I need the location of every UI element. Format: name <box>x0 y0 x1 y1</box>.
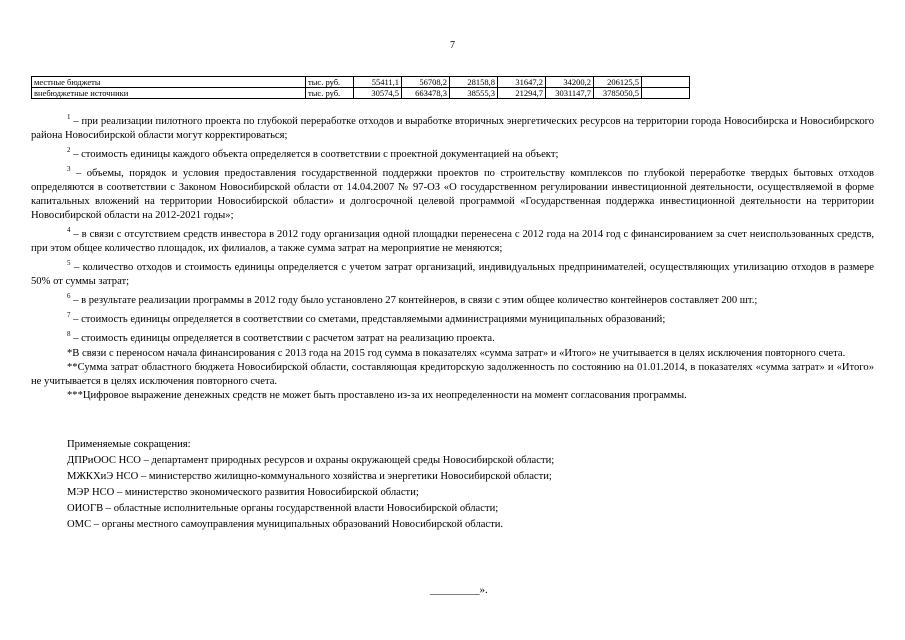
table-cell: 3785050,5 <box>594 88 642 99</box>
abbreviations-heading: Применяемые сокращения: <box>67 439 191 450</box>
footnote-mark: 7 <box>67 311 71 319</box>
footnote-7 <box>31 308 874 327</box>
row-label: внебюджетные источники <box>32 88 306 99</box>
footnotes <box>31 110 874 346</box>
footnote-text: – стоимость единицы определяется в соответствии с расчетом затрат на реализацию проекта. <box>70 333 495 344</box>
abbreviation-item: ОИОГВ – областные исполнительные органы государственной власти Новосибирской области; <box>67 503 499 514</box>
abbreviation-item: МЭР НСО – министерство экономического развития Новосибирской области; <box>67 487 419 498</box>
table-cell: 663478,3 <box>402 88 450 99</box>
page-number: 7 <box>450 40 455 51</box>
abbreviation-item: ДПРиООС НСО – департамент природных ресурсов и охраны окружающей среды Новосибирской области; <box>67 455 555 466</box>
table-cell: 31647,2 <box>498 77 546 88</box>
table-cell: 38555,3 <box>450 88 498 99</box>
table-row <box>32 88 690 99</box>
row-unit: тыс. руб. <box>306 88 354 99</box>
table-cell: 3031147,7 <box>546 88 594 99</box>
table-cell: 56708,2 <box>402 77 450 88</box>
footnote-mark: 4 <box>67 226 71 234</box>
footnote-3 <box>31 162 874 223</box>
closing-mark: _________». <box>430 584 488 596</box>
footnote-text: – стоимость единицы каждого объекта определяется в соответствии с проектной документацией на объект; <box>70 149 559 160</box>
table-cell: 206125,5 <box>594 77 642 88</box>
abbreviation-item: ОМС – органы местного самоуправления муниципальных образований Новосибирской области. <box>67 519 504 530</box>
table-cell: 28158,8 <box>450 77 498 88</box>
footnote-mark: 8 <box>67 330 71 338</box>
footnote-text: – в результате реализации программы в 2012 году было установлено 27 контейнеров, в связи с этим общее количество контейнеров составляет 200 шт.; <box>70 295 758 306</box>
table-cell: 21294,7 <box>498 88 546 99</box>
footnote-text: – количество отходов и стоимость единицы определяется с учетом затрат организаций, индивидуальных предпринимателей, осуществляющих утилизацию отходов в размере 50% от суммы затрат; <box>31 262 874 287</box>
table-cell-empty <box>642 77 690 88</box>
table-cell: 34200,2 <box>546 77 594 88</box>
abbreviations <box>67 437 867 533</box>
star-note-2: **Сумма затрат областного бюджета Новосибирской области, составляющая кредиторскую задолженность по состоянию на 01.01.2014, в показателях «сумма затрат» и «Итого» не учитывается в целях исключения повторного счета. <box>31 362 874 387</box>
abbreviation-item: МЖКХиЭ НСО – министерство жилищно-коммунального хозяйства и энергетики Новосибирской области; <box>67 471 552 482</box>
footnote-text: – при реализации пилотного проекта по глубокой переработке отходов и выработке вторичных энергетических ресурсов на территории города Новосибирска и Новосибирского района Новосибирской области могут корректироваться; <box>31 116 874 141</box>
budget-table <box>31 76 690 99</box>
table-cell-empty <box>642 88 690 99</box>
footnote-mark: 6 <box>67 292 71 300</box>
footnote-5 <box>31 256 874 289</box>
row-unit: тыс. руб. <box>306 77 354 88</box>
star-notes <box>31 347 874 403</box>
footnote-text: – в связи с отсутствием средств инвестора в 2012 году организация одной площадки перенесена с 2012 года на 2014 год с финансированием за счет неиспользованных средств, при этом общее количество площадок, их филиалов, а также сумма затрат на мероприятие не меняются; <box>31 229 874 254</box>
footnote-text: – объемы, порядок и условия предоставления государственной поддержки проектов по строительству комплексов по глубокой переработке твердых бытовых отходов определяются в соответствии с Законом Новосибирской области от 14.04.2007 № 97-ОЗ «О государственном регулировании инвестиционной деятельности, осуществляемой в форме капитальных вложений на территории Новосибирской области» и долгосрочной целевой программой «Государственная поддержка инвестиционной деятельности на территории Новосибирской области на 2012-2021 годы»; <box>31 168 874 221</box>
footnote-mark: 2 <box>67 146 71 154</box>
table-cell: 55411,1 <box>354 77 402 88</box>
footnote-text: – стоимость единицы определяется в соответствии со сметами, представляемыми администрациями муниципальных образований; <box>70 314 666 325</box>
footnote-8 <box>31 327 874 346</box>
footnote-4 <box>31 223 874 256</box>
footnote-2 <box>31 143 874 162</box>
footnote-mark: 5 <box>67 259 71 267</box>
footnote-mark: 3 <box>67 165 71 173</box>
row-label: местные бюджеты <box>32 77 306 88</box>
footnote-6 <box>31 289 874 308</box>
star-note-1: *В связи с переносом начала финансирования с 2013 года на 2015 год сумма в показателях «сумма затрат» и «Итого» не учитывается в целях исключения повторного счета. <box>67 348 846 359</box>
table-row <box>32 77 690 88</box>
star-note-3: ***Цифровое выражение денежных средств не может быть проставлено из-за их неопределенности на момент согласования программы. <box>67 390 687 401</box>
table-cell: 30574,5 <box>354 88 402 99</box>
footnote-mark: 1 <box>67 113 71 121</box>
footnote-1 <box>31 110 874 143</box>
